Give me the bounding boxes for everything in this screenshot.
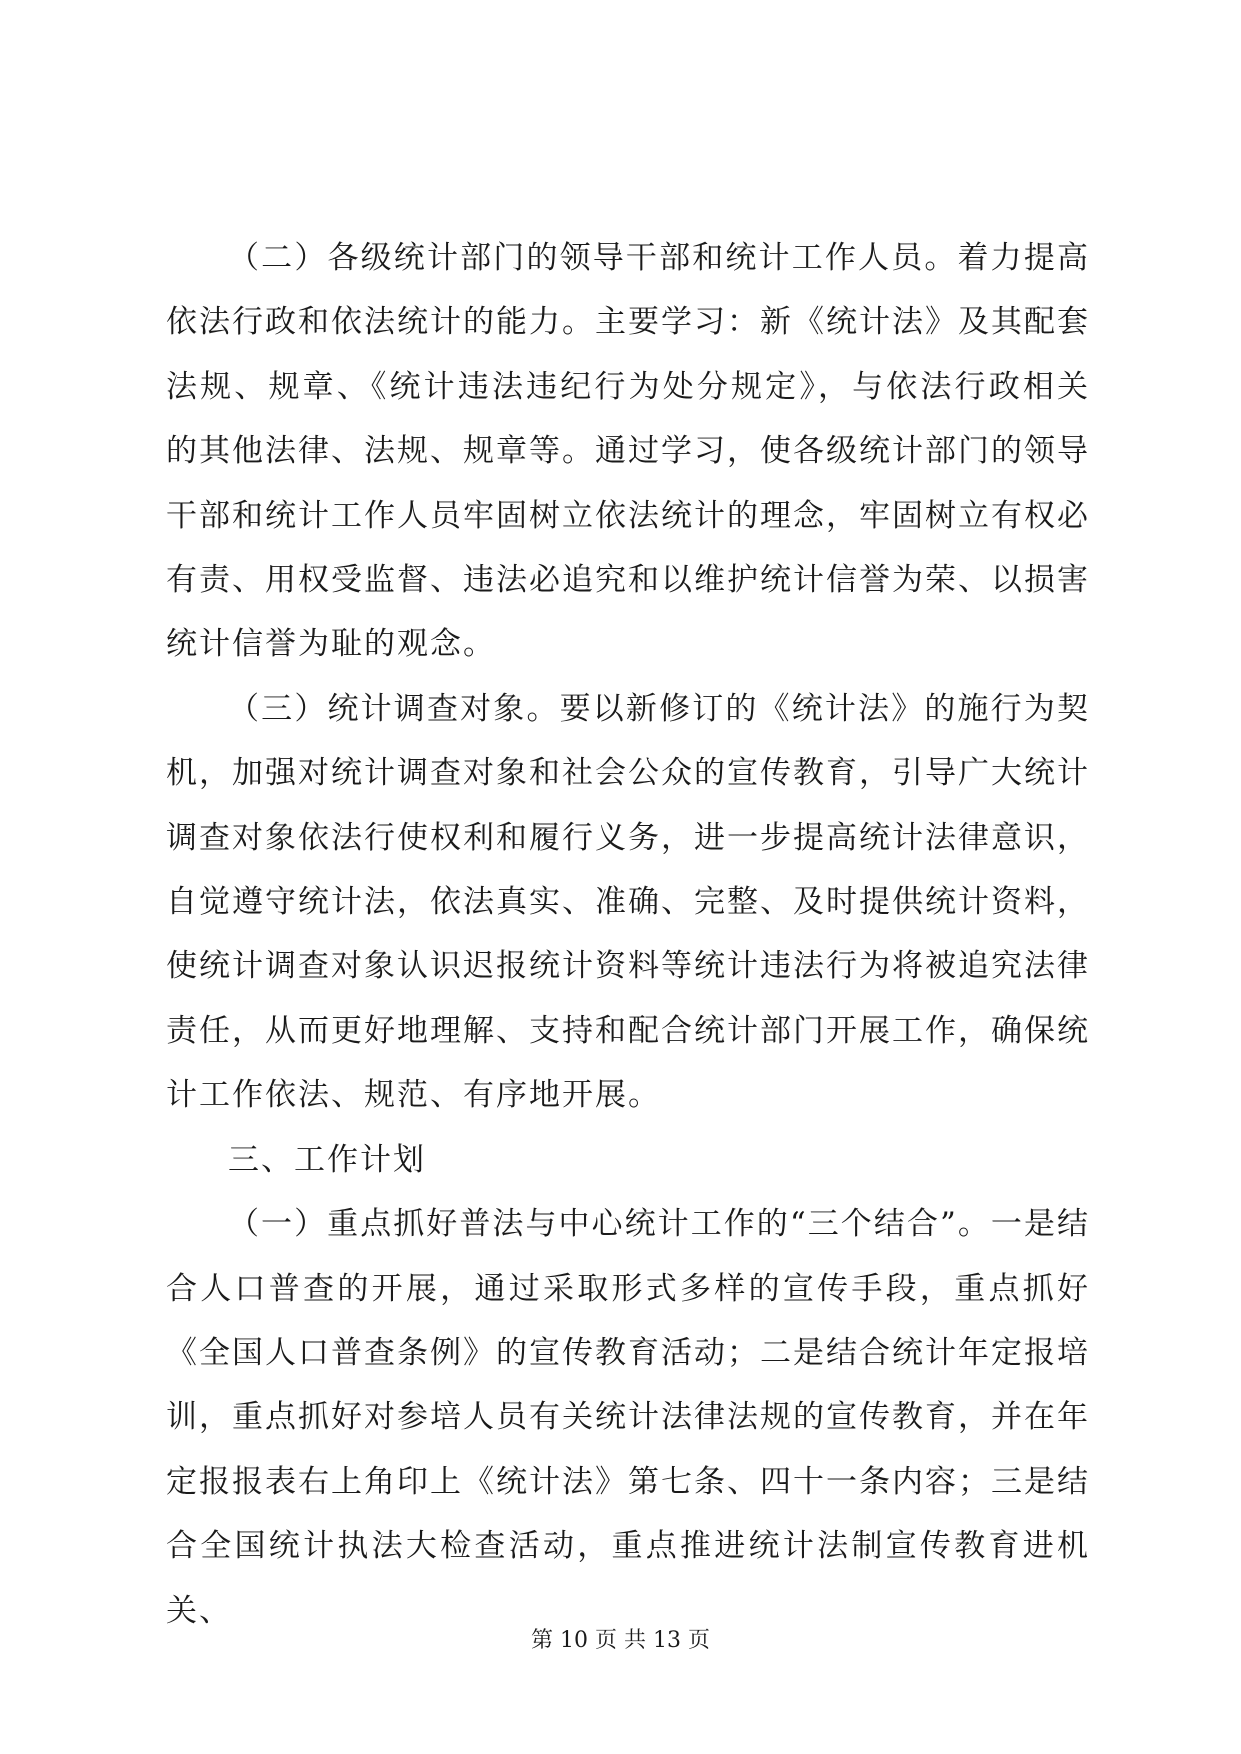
paragraph-section-three: （三）统计调查对象。要以新修订的《统计法》的施行为契机，加强对统计调查对象和社会公众的宣传教育，引导广大统计调查对象依法行使权利和履行义务，进一步提高统计法律意识，自觉遵守统计法，依法真实、准确、完整、及时提供统计资料，使统计调查对象认识迟报统计资料等统计违法行为将被追究法律责任，从而更好地理解、支持和配合统计部门开展工作，确保统计工作依法、规范、有序地开展。 <box>166 690 1090 1114</box>
heading-work-plan: 三、工作计划 <box>228 1141 426 1178</box>
paragraph-plan-one: （一）重点抓好普法与中心统计工作的“三个结合”。一是结合人口普查的开展，通过采取形式多样的宣传手段，重点抓好《全国人口普查条例》的宣传教育活动；二是结合统计年定报培训，重点抓好对参培人员有关统计法律法规的宣传教育，并在年定报报表右上角印上《统计法》第七条、四十一条内容；三是结合全国统计执法大检查活动，重点推进统计法制宣传教育进机关、 <box>166 1206 1090 1629</box>
paragraph-section-two: （二）各级统计部门的领导干部和统计工作人员。着力提高依法行政和依法统计的能力。主要学习：新《统计法》及其配套法规、规章、《统计违法违纪行为处分规定》，与依法行政相关的其他法律、法规、规章等。通过学习，使各级统计部门的领导干部和统计工作人员牢固树立依法统计的理念，牢固树立有权必有责、用权受监督、违法必追究和以维护统计信誉为荣、以损害统计信誉为耻的观念。 <box>166 240 1090 663</box>
page-number-footer: 第 10 页 共 13 页 <box>531 1628 710 1653</box>
document-body <box>166 226 1090 1643</box>
